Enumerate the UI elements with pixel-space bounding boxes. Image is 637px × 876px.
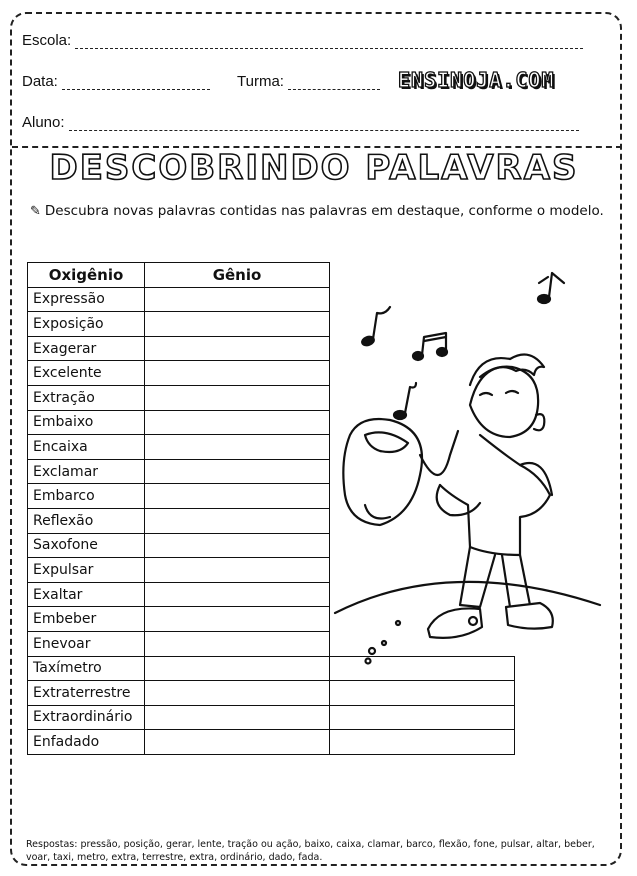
answers — [26, 838, 606, 864]
answer-cell[interactable] — [145, 312, 330, 337]
table-row — [28, 705, 515, 730]
answer-cell[interactable] — [145, 681, 330, 706]
word-cell: Exclamar — [28, 459, 145, 484]
word-cell: Exagerar — [28, 336, 145, 361]
word-cell: Extraordinário — [28, 705, 145, 730]
table-row — [28, 730, 515, 755]
answer-cell-extra[interactable] — [330, 681, 515, 706]
data-blank[interactable] — [62, 88, 210, 90]
escola-blank[interactable] — [75, 47, 583, 49]
word-cell: Exaltar — [28, 582, 145, 607]
answer-cell[interactable] — [145, 730, 330, 755]
answer-cell[interactable] — [145, 385, 330, 410]
aluno-blank[interactable] — [69, 129, 579, 131]
word-cell: Exposição — [28, 312, 145, 337]
answer-cell[interactable] — [145, 508, 330, 533]
answer-cell[interactable] — [145, 410, 330, 435]
answers-label: Respostas: — [26, 839, 78, 850]
word-cell: Saxofone — [28, 533, 145, 558]
data-field — [22, 73, 210, 90]
site-logo: ENSINOJA.COM — [398, 68, 555, 92]
answer-cell[interactable] — [145, 361, 330, 386]
word-cell: Reflexão — [28, 508, 145, 533]
turma-blank[interactable] — [288, 88, 380, 90]
word-cell: Encaixa — [28, 435, 145, 460]
answer-cell[interactable] — [145, 607, 330, 632]
answer-cell[interactable] — [145, 459, 330, 484]
word-cell: Expulsar — [28, 558, 145, 583]
pencil-icon: ✎ — [30, 204, 41, 219]
answer-cell[interactable] — [145, 484, 330, 509]
boy-playing-saxophone-icon — [330, 255, 610, 675]
word-cell: Enfadado — [28, 730, 145, 755]
word-cell: Extraterrestre — [28, 681, 145, 706]
escola-label: Escola: — [22, 32, 72, 49]
turma-label: Turma: — [237, 73, 284, 90]
word-cell: Expressão — [28, 287, 145, 312]
table-row — [28, 681, 515, 706]
word-cell: Enevoar — [28, 631, 145, 656]
example-word: Oxigênio — [28, 263, 145, 288]
aluno-label: Aluno: — [22, 114, 65, 131]
word-cell: Taxímetro — [28, 656, 145, 681]
data-label: Data: — [22, 73, 58, 90]
answer-cell[interactable] — [145, 533, 330, 558]
answer-cell-extra[interactable] — [330, 730, 515, 755]
instruction-text: Descubra novas palavras contidas nas palavras em destaque, conforme o modelo. — [44, 203, 604, 219]
word-cell: Embeber — [28, 607, 145, 632]
turma-field — [237, 73, 380, 90]
answer-cell[interactable] — [145, 582, 330, 607]
page-title: DESCOBRINDO PALAVRAS — [49, 148, 579, 188]
answer-cell[interactable] — [145, 656, 330, 681]
answer-cell[interactable] — [145, 631, 330, 656]
aluno-field — [22, 114, 579, 131]
instruction — [30, 202, 605, 221]
example-answer: Gênio — [145, 263, 330, 288]
answer-cell[interactable] — [145, 558, 330, 583]
answer-cell[interactable] — [145, 287, 330, 312]
word-cell: Excelente — [28, 361, 145, 386]
answer-cell[interactable] — [145, 705, 330, 730]
answer-cell-extra[interactable] — [330, 705, 515, 730]
word-cell: Embaixo — [28, 410, 145, 435]
escola-field — [22, 32, 583, 49]
word-cell: Embarco — [28, 484, 145, 509]
answer-cell[interactable] — [145, 336, 330, 361]
answer-cell[interactable] — [145, 435, 330, 460]
word-cell: Extração — [28, 385, 145, 410]
answers-text: pressão, posição, gerar, lente, tração ou ação, baixo, caixa, clamar, barco, flexão, fone, pulsar, altar, beber, voar, taxi, metro, extra, terrestre, extra, ordinário, dado, fada. — [26, 839, 595, 863]
